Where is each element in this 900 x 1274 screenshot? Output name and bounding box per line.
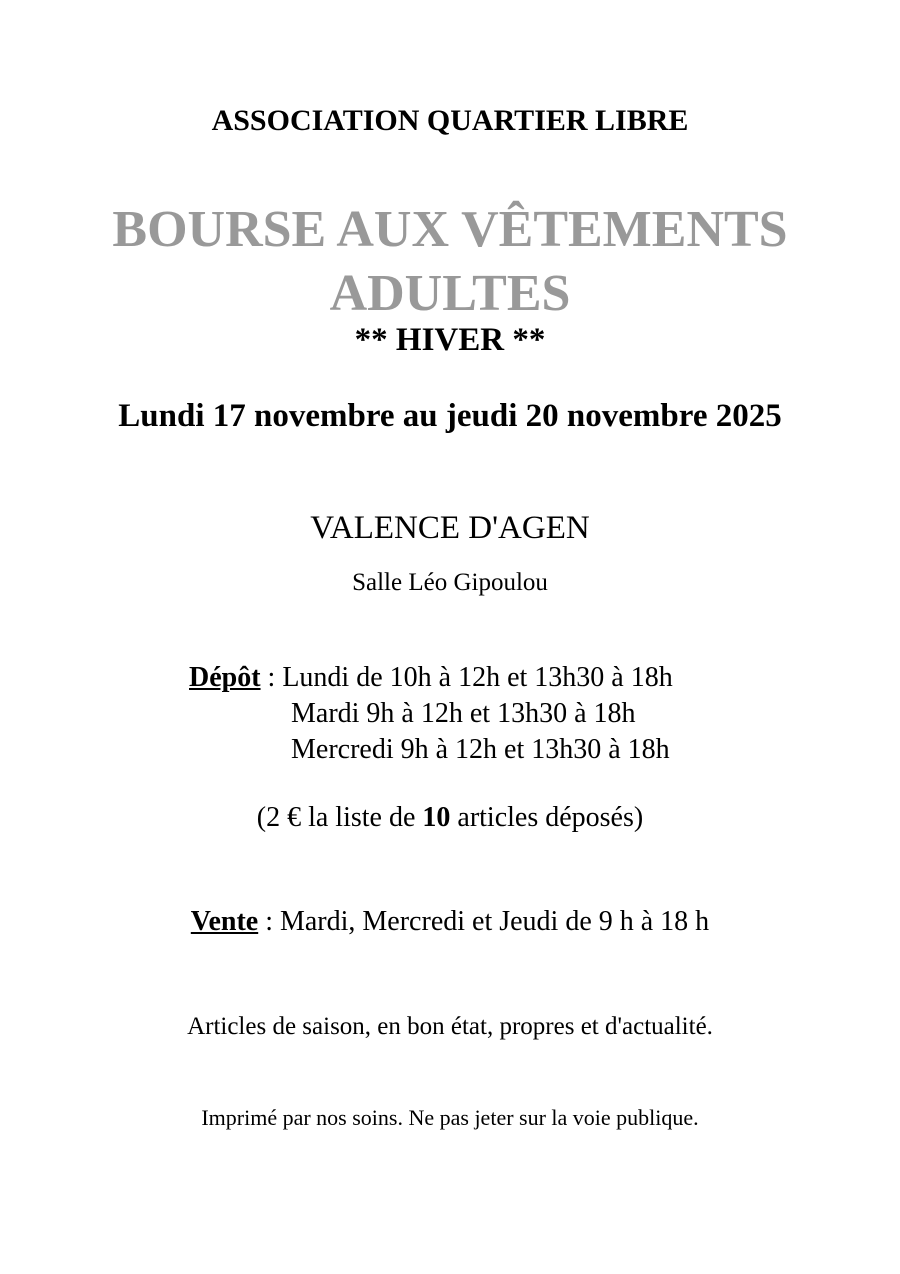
location-hall: Salle Léo Gipoulou: [352, 569, 548, 596]
deposit-day-1: Lundi de 10h à 12h et 13h30 à 18h: [282, 662, 673, 693]
deposit-fee-prefix: (2 € la liste de: [256, 802, 423, 833]
deposit-label: Dépôt: [189, 662, 261, 693]
deposit-day-3: Mercredi 9h à 12h et 13h30 à 18h: [291, 734, 670, 765]
sale-schedule: [0, 906, 900, 938]
deposit-fee-count: 10: [422, 802, 451, 833]
condition-note: Articles de saison, en bon état, propres et d'actualité.: [187, 1013, 713, 1040]
deposit-row-2: [189, 696, 673, 732]
sale-days: Mardi, Mercredi et Jeudi de 9 h à 18 h: [279, 906, 710, 937]
deposit-separator: :: [260, 662, 283, 693]
location-city: VALENCE D'AGEN: [310, 510, 590, 546]
deposit-fee-suffix: articles déposés): [450, 802, 644, 833]
event-title-line-1: BOURSE AUX VÊTEMENTS: [112, 201, 788, 258]
deposit-row-1: [189, 660, 673, 696]
organizer-name: ASSOCIATION QUARTIER LIBRE: [211, 104, 689, 137]
event-title-line-2: ADULTES: [329, 265, 571, 322]
deposit-row-3: [189, 732, 673, 768]
event-dates: Lundi 17 novembre au jeudi 20 novembre 2025: [118, 398, 782, 434]
deposit-schedule: [189, 660, 673, 768]
print-notice: Imprimé par nos soins. Ne pas jeter sur la voie publique.: [201, 1105, 699, 1130]
sale-separator: :: [258, 906, 280, 937]
event-season: ** HIVER **: [354, 322, 546, 358]
deposit-day-2: Mardi 9h à 12h et 13h30 à 18h: [291, 698, 636, 729]
sale-label: Vente: [190, 906, 259, 937]
deposit-fee: [0, 802, 900, 834]
